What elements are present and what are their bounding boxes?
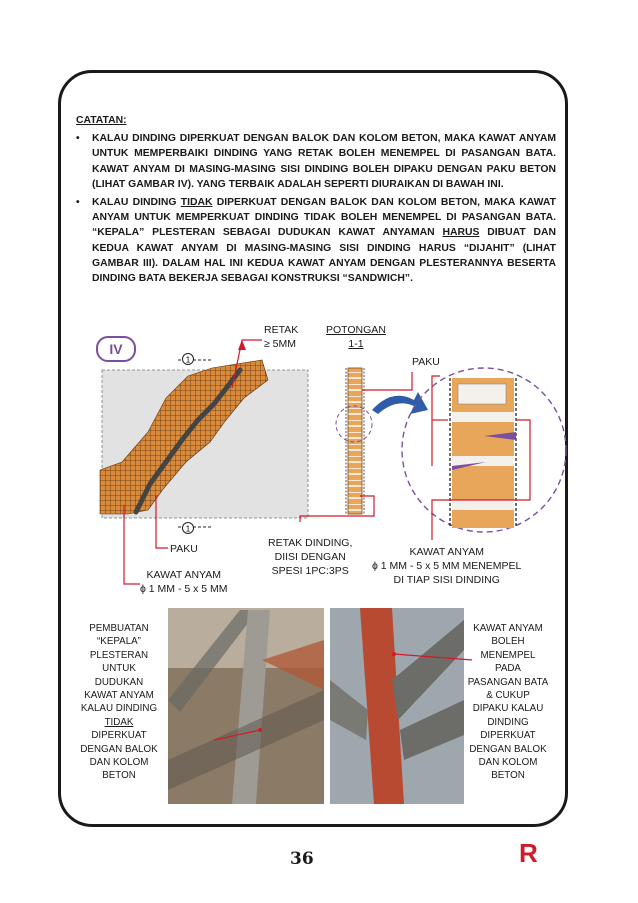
caption-line: DIPERKUAT — [480, 730, 536, 742]
page-number: 36 — [290, 849, 314, 869]
leader-retak-arrow — [238, 340, 246, 350]
label-retak-line1: RETAK — [264, 324, 299, 336]
label-kawat-right-line1: KAWAT ANYAM — [409, 546, 484, 558]
note-bullet-2-text-a: KALAU DINDING — [92, 197, 181, 209]
caption-line: KALAU DINDING — [80, 703, 158, 715]
label-retak — [264, 323, 298, 351]
caption-line: UNTUK — [102, 663, 136, 675]
corner-mark: R — [519, 838, 538, 868]
label-paku-bottom: PAKU — [170, 543, 198, 555]
caption-line: & CUKUP — [486, 690, 530, 702]
caption-line: KAWAT ANYAM — [473, 623, 543, 634]
label-kawat-left-line2: ϕ 1 MM - 5 x 5 MM — [140, 583, 228, 595]
bullet-dot: • — [76, 197, 80, 209]
note-bullet-2-text-b: DIPERKUAT DENGAN BALOK DAN KOLOM BETON, MAKA KAWAT ANYAM UNTUK MEMPERKUAT DINDING TIDAK BOLEH MENEMPEL DI PASANGAN BATA. “KEPALA” PLESTERAN SEBAGAI DUDUKAN KAWAT ANYAMAN — [92, 197, 556, 239]
caption-line: PADA — [495, 663, 521, 675]
caption-line: BETON — [491, 770, 525, 782]
caption-line: “KEPALA” — [97, 636, 141, 648]
caption-line: DAN KOLOM — [89, 757, 149, 769]
caption-line: DINDING — [487, 716, 529, 728]
leader-paku-detail — [432, 376, 440, 466]
label-retak-dinding-line2: DIISI DENGAN — [274, 551, 346, 563]
bullet-dot: • — [76, 133, 80, 145]
photo-left-caption — [72, 622, 166, 783]
caption-tidak: TIDAK — [104, 716, 134, 728]
zoom-arrow — [372, 392, 428, 414]
label-retak-dinding — [268, 536, 352, 578]
caption-line: DIPERKUAT — [91, 730, 147, 742]
caption-line: DENGAN BALOK — [80, 743, 158, 755]
label-kawat-right-line2: ϕ 1 MM - 5 x 5 MM MENEMPEL — [372, 560, 522, 572]
caption-line: DAN KOLOM — [478, 757, 538, 769]
section-marker-bottom-label: 1 — [185, 524, 191, 534]
photo-right-caption — [462, 622, 554, 783]
label-potongan — [326, 323, 386, 351]
caption-line: PASANGAN BATA — [467, 676, 549, 688]
label-kawat-right — [372, 545, 521, 587]
note-bullet-2-tidak: TIDAK — [180, 197, 213, 209]
note-bullet-1-text: KALAU DINDING DIPERKUAT DENGAN BALOK DAN KOLOM BETON, MAKA KAWAT ANYAM UNTUK MEMPERBAIKI DINDING YANG RETAK BOLEH MENEMPEL DI PASANGAN BATA. KAWAT ANYAM DI MASING-MASING SISI DINDING BOLEH DIPAKU DENGAN PAKU BETON (LIHAT GAMBAR IV). YANG TERBAIK ADALAH SEPERTI DIURAIKAN DI BAWAH INI. — [92, 133, 556, 190]
leader-paku-top — [362, 372, 412, 390]
figure-badge: IV — [96, 336, 136, 362]
label-potongan-line1: POTONGAN — [326, 324, 386, 336]
label-retak-dinding-line3: SPESI 1PC:3PS — [271, 565, 349, 577]
note-bullet-2-harus: HARUS — [442, 227, 480, 239]
caption-line: PLESTERAN — [89, 649, 149, 661]
label-kawat-right-line3: DI TIAP SISI DINDING — [393, 574, 500, 586]
caption-line: DIPAKU KALAU — [472, 703, 544, 715]
label-kawat-left-line1: KAWAT ANYAM — [146, 569, 222, 581]
section-marker-top-label: 1 — [185, 355, 191, 365]
label-kawat-left — [140, 568, 228, 596]
caption-line: DUDUKAN — [94, 676, 144, 688]
caption-line: BOLEH — [491, 636, 525, 648]
label-potongan-line2: 1-1 — [348, 338, 364, 350]
leader-retak-dinding — [300, 496, 374, 522]
note-bullet-2-text-c: DIBUAT DAN KEDUA KAWAT ANYAM DI MASING-MASING SISI DINDING HARUS “DIJAHIT” (LIHAT GAMBAR III). DALAM HAL INI KEDUA KAWAT ANYAM DENGAN PLESTERANNYA BESERTA DINDING BATA BEKERJA SEBAGAI KONSTRUKSI “SANDWICH”. — [92, 227, 556, 285]
label-retak-line2: ≥ 5MM — [264, 338, 297, 350]
label-retak-dinding-line1: RETAK DINDING, — [268, 537, 353, 549]
label-paku-top: PAKU — [412, 356, 440, 368]
caption-line: DENGAN BALOK — [469, 743, 547, 755]
caption-line: PEMBUATAN — [89, 623, 149, 634]
caption-line: KAWAT ANYAM — [84, 690, 154, 702]
caption-line: BETON — [102, 770, 136, 782]
notes-heading: CATATAN: — [76, 115, 127, 126]
caption-line: MENEMPEL — [480, 649, 536, 661]
